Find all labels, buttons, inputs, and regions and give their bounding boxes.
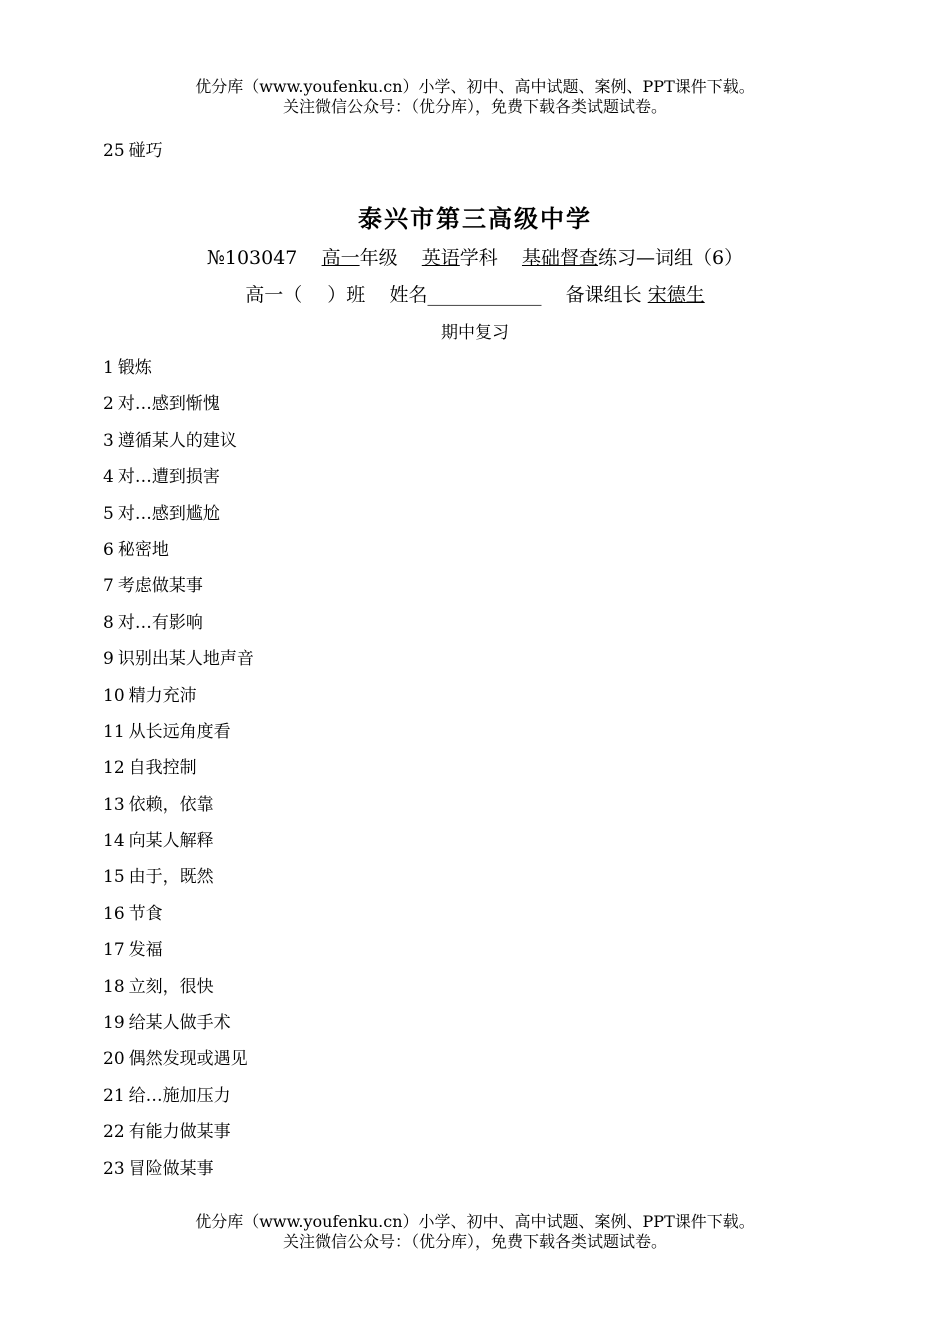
- item-text: 遵循某人的建议: [117, 430, 237, 451]
- type-underlined: 基础督查: [521, 247, 598, 269]
- item-text: 有能力做某事: [128, 1122, 231, 1143]
- grade-suffix: 年级: [359, 247, 398, 269]
- carryover-item: [103, 140, 163, 162]
- item-text: 对…感到惭愧: [117, 394, 220, 415]
- subject-suffix: 学科: [459, 247, 498, 269]
- item-text: 考虑做某事: [117, 576, 203, 597]
- page-footer: [0, 1212, 950, 1252]
- list-item: [103, 1011, 254, 1047]
- item-number: 21: [103, 1085, 125, 1106]
- item-number: 19: [103, 1013, 125, 1034]
- item-number: 9: [103, 649, 114, 670]
- list-item: [103, 429, 254, 465]
- item-text: 依赖，依靠: [128, 794, 214, 815]
- list-item: [103, 574, 254, 610]
- item-text: 碰巧: [128, 141, 163, 161]
- list-item: [103, 865, 254, 901]
- item-number: 7: [103, 576, 114, 597]
- item-number: 17: [103, 940, 125, 961]
- leader-label: 备课组长: [565, 284, 642, 306]
- list-item: [103, 975, 254, 1011]
- worksheet-subtitle: [0, 245, 950, 271]
- item-number: 16: [103, 903, 125, 924]
- item-text: 自我控制: [128, 758, 197, 779]
- item-number: 11: [103, 721, 125, 742]
- header-line-2: 关注微信公众号：（优分库），免费下载各类试题试卷。: [282, 97, 667, 116]
- page-header: [0, 77, 950, 117]
- footer-line-1: 优分库（www.youfenku.cn）小学、初中、高中试题、案例、PPT课件下载。: [195, 1212, 755, 1231]
- item-number: 18: [103, 976, 125, 997]
- item-number: 15: [103, 867, 125, 888]
- list-item: [103, 1157, 254, 1193]
- list-item: [103, 356, 254, 392]
- item-number: 8: [103, 612, 114, 633]
- item-text: 发福: [128, 940, 163, 961]
- item-text: 对…遭到损害: [117, 467, 220, 488]
- item-number: 25: [103, 141, 125, 161]
- item-text: 锻炼: [117, 358, 152, 378]
- item-number: 12: [103, 758, 125, 779]
- item-number: 4: [103, 467, 114, 488]
- header-line-1: 优分库（www.youfenku.cn）小学、初中、高中试题、案例、PPT课件下载。: [195, 77, 755, 96]
- list-item: [103, 1120, 254, 1156]
- list-item: [103, 720, 254, 756]
- list-item: [103, 793, 254, 829]
- list-item: [103, 1047, 254, 1083]
- item-number: 3: [103, 430, 114, 451]
- worksheet-number: №103047: [206, 247, 298, 269]
- school-title: 泰兴市第三高级中学: [358, 205, 592, 233]
- item-text: 偶然发现或遇见: [128, 1049, 248, 1070]
- list-item: [103, 502, 254, 538]
- subject-underlined: 英语: [421, 247, 460, 269]
- item-number: 13: [103, 794, 125, 815]
- item-text: 给某人做手术: [128, 1013, 231, 1034]
- list-item: [103, 938, 254, 974]
- item-number: 14: [103, 831, 125, 852]
- grade-underlined: 高一: [321, 247, 360, 269]
- name-label: 姓名: [389, 284, 428, 306]
- list-item: [103, 647, 254, 683]
- item-text: 给…施加压力: [128, 1085, 231, 1106]
- item-number: 5: [103, 503, 114, 524]
- list-item: [103, 392, 254, 428]
- class-info-line: [0, 282, 950, 308]
- item-text: 识别出某人地声音: [117, 649, 254, 670]
- item-number: 23: [103, 1158, 125, 1179]
- list-item: [103, 611, 254, 647]
- item-text: 节食: [128, 903, 163, 924]
- footer-line-2: 关注微信公众号：（优分库），免费下载各类试题试卷。: [282, 1232, 667, 1251]
- item-number: 1: [103, 358, 114, 378]
- item-number: 22: [103, 1122, 125, 1143]
- list-item: [103, 829, 254, 865]
- item-text: 向某人解释: [128, 831, 214, 852]
- type-suffix: 练习—词组（6）: [598, 247, 744, 269]
- item-text: 冒险做某事: [128, 1158, 214, 1179]
- item-number: 2: [103, 394, 114, 415]
- item-number: 6: [103, 539, 114, 560]
- item-text: 对…有影响: [117, 612, 203, 633]
- list-item: [103, 756, 254, 792]
- item-text: 精力充沛: [128, 685, 197, 706]
- list-item: [103, 538, 254, 574]
- item-number: 10: [103, 685, 125, 706]
- item-text: 从长远角度看: [128, 721, 231, 742]
- item-text: 秘密地: [117, 539, 169, 560]
- item-text: 对…感到尴尬: [117, 503, 220, 524]
- list-item: [103, 902, 254, 938]
- class-label: 高一（ ）班: [245, 284, 366, 306]
- item-text: 立刻，很快: [128, 976, 214, 997]
- item-text: 由于，既然: [128, 867, 214, 888]
- list-item: [103, 684, 254, 720]
- item-number: 20: [103, 1049, 125, 1070]
- section-title: 期中复习: [441, 323, 509, 343]
- phrase-list: [103, 356, 254, 1193]
- list-item: [103, 1084, 254, 1120]
- name-blank: ____________: [427, 284, 542, 306]
- leader-name: 宋德生: [647, 284, 705, 306]
- list-item: [103, 465, 254, 501]
